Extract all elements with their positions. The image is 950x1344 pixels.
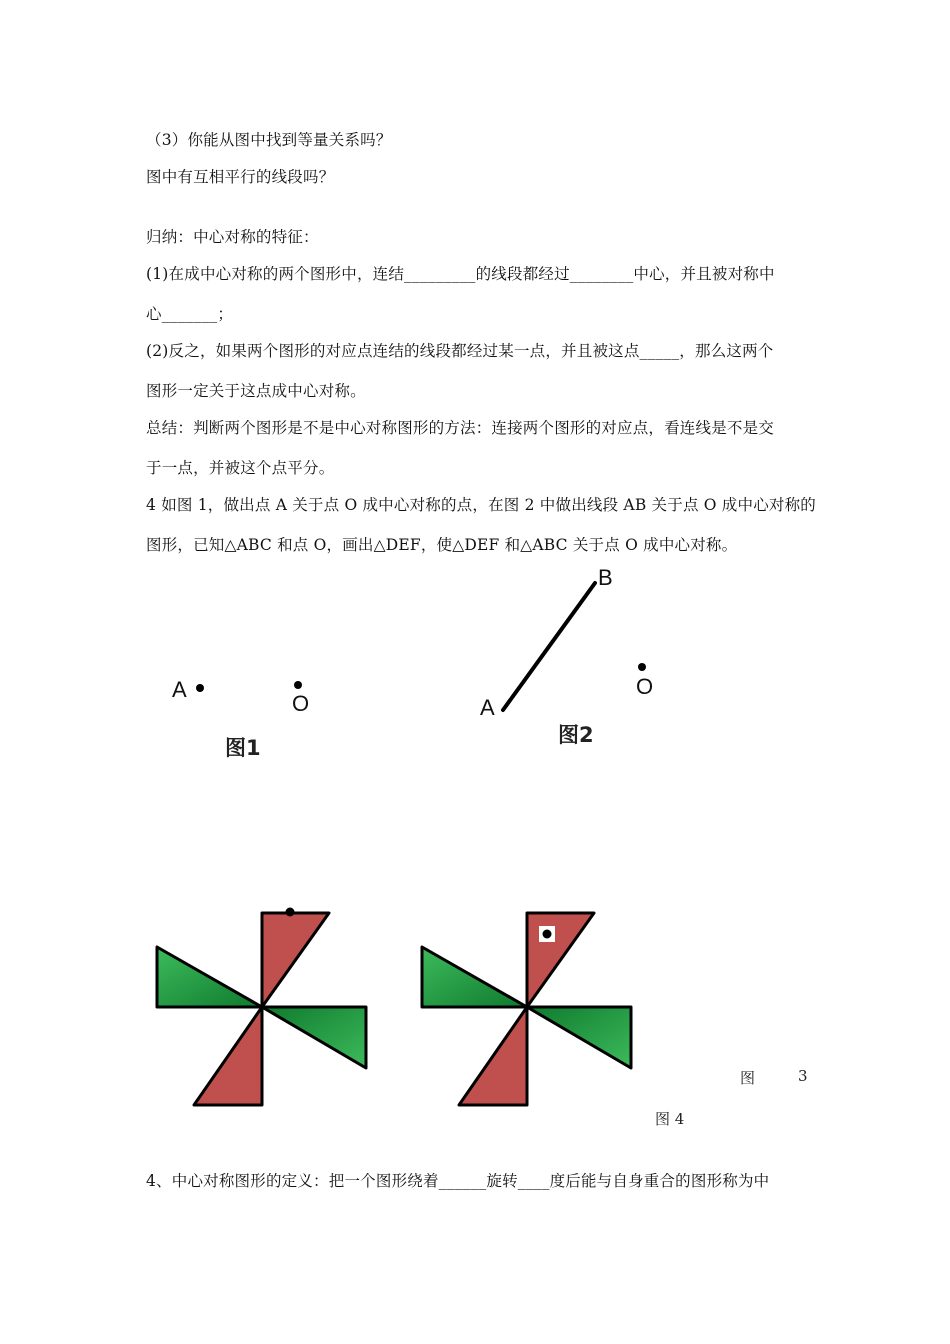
judge-method-line-b: 于一点，并被这个点平分。	[146, 459, 335, 477]
fig2-label-b: B	[598, 565, 613, 590]
parallel-question: 图中有互相平行的线段吗？	[146, 168, 335, 186]
fig4-red-top-triangle	[527, 913, 594, 1007]
fig4-marker-dot	[543, 930, 552, 939]
feature-2-line-a: (2)反之，如果两个图形的对应点连结的线段都经过某一点，并且被这点_____，那么这两个	[146, 342, 774, 360]
fig3-red-top-triangle	[262, 913, 329, 1007]
judge-method-line-a: 总结：判断两个图形是不是中心对称图形的方法：连接两个图形的对应点，看连线是不是交	[146, 419, 775, 437]
fig2-point-o-dot	[638, 663, 646, 671]
fig4-caption: 图 4	[655, 1110, 685, 1128]
fig4-pinwheel	[422, 913, 631, 1105]
question-4-line-b: 图形，已知△ABC 和点 O，画出△DEF，使△DEF 和△ABC 关于点 O 成中心对称。	[146, 536, 738, 554]
fig4-green-left-triangle	[422, 947, 527, 1007]
fig1-caption: 图1	[225, 736, 261, 760]
fig2-label-a: A	[480, 695, 495, 720]
fig1-point-a-dot	[196, 684, 204, 692]
fig4-red-bottom-triangle	[459, 1007, 527, 1105]
fig2-label-o: O	[636, 674, 654, 699]
feature-1-line-a: (1)在成中心对称的两个图形中，连结_________的线段都经过________中心，并且被对称中	[146, 265, 775, 283]
fig3-red-bottom-triangle	[194, 1007, 262, 1105]
fig3-caption-part-2: 3	[798, 1067, 808, 1085]
fig3-pinwheel	[157, 913, 366, 1105]
fig1-label-o: O	[292, 691, 310, 716]
feature-1-line-b: 心_______；	[146, 305, 234, 323]
fig3-center-mark-dot	[286, 908, 295, 917]
fig2-caption: 图2	[558, 723, 594, 747]
question-4-line-a: 4 如图 1，做出点 A 关于点 O 成中心对称的点，在图 2 中做出线段 AB 关于点 O 成中心对称的	[146, 496, 817, 514]
definition-line: 4、中心对称图形的定义：把一个图形绕着______旋转____度后能与自身重合的图形称为中	[146, 1172, 770, 1190]
fig1-point-o-dot	[294, 681, 302, 689]
fig3-caption-part-1: 图	[740, 1069, 756, 1087]
feature-2-line-b: 图形一定关于这点成中心对称。	[146, 382, 366, 400]
fig1-label-a: A	[172, 677, 187, 702]
question-3: （3）你能从图中找到等量关系吗？	[146, 131, 392, 149]
fig2-segment-ab	[503, 583, 595, 710]
fig4-green-right-triangle	[527, 1007, 631, 1068]
summary-title: 归纳：中心对称的特征：	[146, 228, 319, 246]
fig3-green-right-triangle	[262, 1007, 366, 1068]
fig3-green-left-triangle	[157, 947, 262, 1007]
